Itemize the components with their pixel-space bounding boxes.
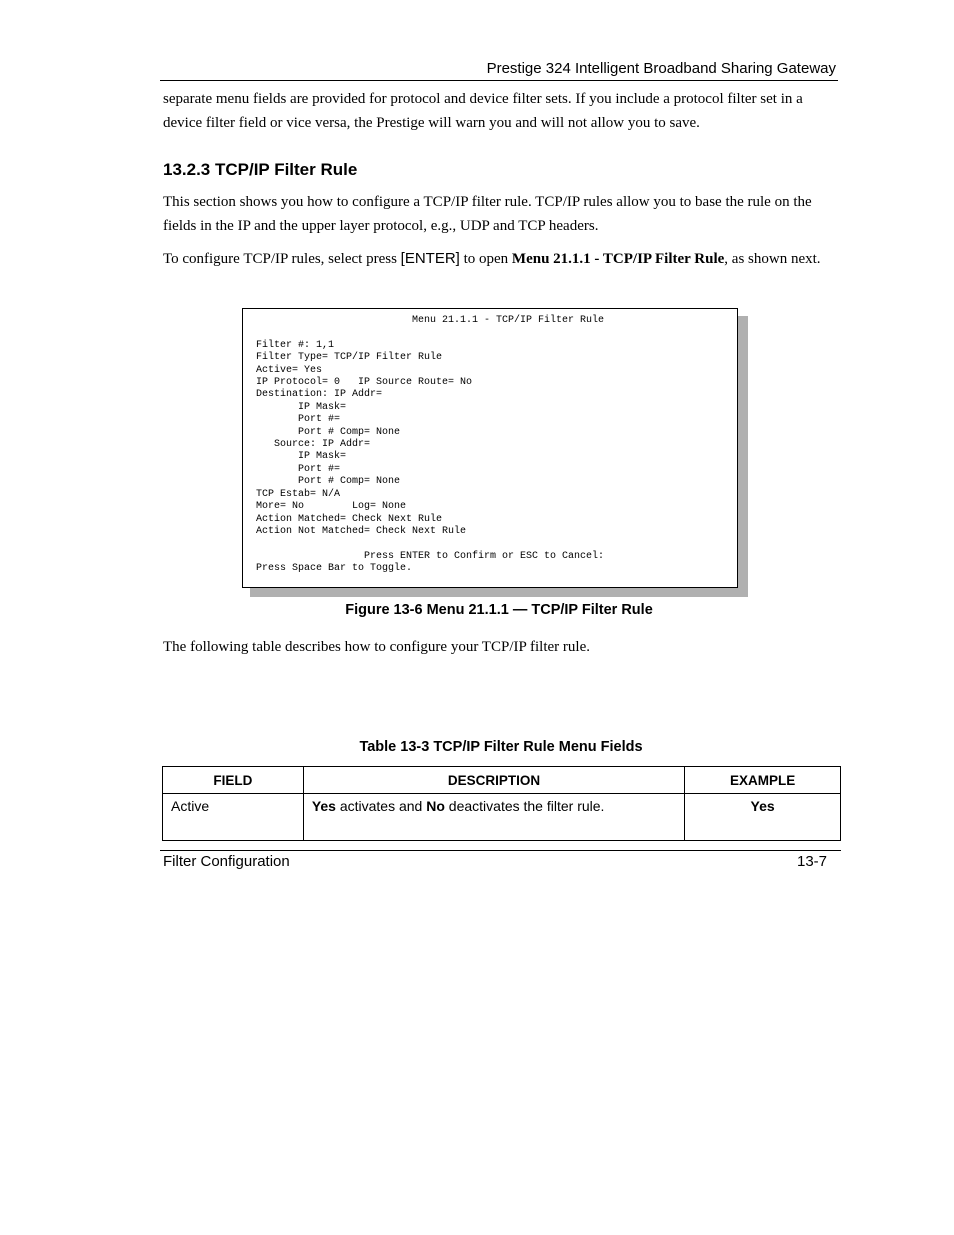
section-paragraph-2 [163, 247, 843, 272]
footer-section-name: Filter Configuration [163, 853, 290, 870]
desc-bold-yes: Yes [311, 798, 336, 814]
desc-bold-no: No [426, 798, 445, 814]
table-row [163, 794, 841, 841]
menu-reference: Menu 21.1.1 - TCP/IP Filter Rule [511, 251, 725, 267]
figure-caption: Figure 13-6 Menu 21.1.1 — TCP/IP Filter Rule [345, 602, 653, 618]
enter-key-label: [ENTER] [400, 250, 460, 267]
desc-text-2: deactivates the filter rule. [444, 798, 605, 814]
cell-field: Active [163, 794, 304, 841]
para2-prefix: To configure TCP/IP rules, select press [163, 251, 401, 267]
console-text: Menu 21.1.1 - TCP/IP Filter Rule Filter #: 1,1 Filter Type= TCP/IP Filter Rule Active= Yes IP Protocol= 0 IP Source Route= No Destination: IP Addr= IP Mask= Port #= Port # Comp= None Source: IP Addr= IP Mask= Port #= Port # Comp= None TCP Estab= N/A More= No Log= None Action Matched= Check Next Rule Action Not Matched= Check Next Rule Press ENTER to Confirm or ESC to Cancel: Press Space Bar to Toggle. [256, 315, 605, 575]
column-header-example: EXAMPLE [685, 767, 841, 794]
cell-description [303, 794, 684, 841]
footer-rule [160, 850, 841, 851]
section-paragraph-1: This section shows you how to configure a TCP/IP filter rule. TCP/IP rules allow you to base the rule on the fields in the IP and the upper layer protocol, e.g., UDP and TCP headers. [163, 194, 812, 234]
fields-table [162, 766, 841, 841]
table-header-row [163, 767, 841, 794]
table-intro-paragraph: The following table describes how to configure your TCP/IP filter rule. [163, 639, 590, 655]
footer-page-number: 13-7 [797, 853, 828, 870]
intro-paragraph: separate menu fields are provided for protocol and device filter sets. If you include a protocol filter set in a device filter field or vice versa, the Prestige will warn you and will not allow you to save. [163, 91, 803, 131]
page-header-title: Prestige 324 Intelligent Broadband Sharing Gateway [486, 60, 836, 77]
section-heading: 13.2.3 TCP/IP Filter Rule [163, 160, 358, 179]
desc-text-1: activates and [335, 798, 427, 814]
console-screen [242, 308, 738, 588]
cell-example: Yes [685, 794, 841, 841]
column-header-description: DESCRIPTION [303, 767, 684, 794]
para2-mid: to open [459, 251, 512, 267]
para2-suffix: , as shown next. [724, 251, 821, 267]
table-caption: Table 13-3 TCP/IP Filter Rule Menu Fields [359, 739, 643, 755]
column-header-field: FIELD [163, 767, 304, 794]
header-rule [160, 80, 838, 81]
